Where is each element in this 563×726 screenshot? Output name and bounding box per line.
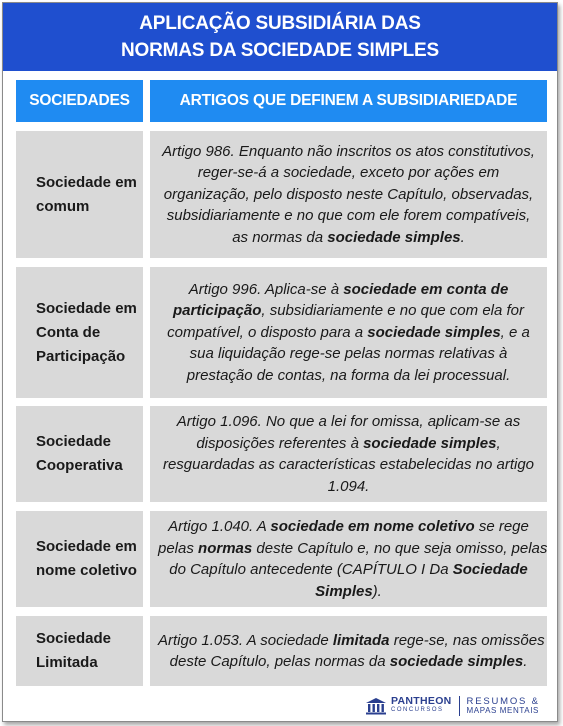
article-line xyxy=(158,365,539,387)
article-segment: rege-se, nas omissões xyxy=(389,631,545,649)
article-emphasis: sociedade simples xyxy=(363,434,497,452)
title-line-1: APLICAÇÃO SUBSIDIÁRIA DAS xyxy=(139,13,421,34)
article-segment: resguardadas as características estabelecidas no artigo xyxy=(162,456,535,473)
article-line xyxy=(158,205,539,227)
article-emphasis: normas xyxy=(198,539,253,557)
column-header-sociedades: SOCIEDADES xyxy=(16,80,143,122)
article-line xyxy=(158,651,539,673)
row-name-cell xyxy=(16,406,143,502)
tagline-line-1: RESUMOS & xyxy=(466,696,540,707)
article-segment: do Capítulo antecedente (CAPÍTULO I Da xyxy=(169,561,453,578)
title-line-2: NORMAS DA SOCIEDADE SIMPLES xyxy=(121,40,439,61)
temple-columns-icon xyxy=(365,697,387,715)
article-line xyxy=(158,322,539,344)
article-text xyxy=(158,141,539,249)
article-cell xyxy=(150,406,547,502)
article-segment: deste Capítulo, pelas normas da xyxy=(169,653,390,670)
article-line xyxy=(158,581,539,603)
article-segment: prestação de contas, na forma da lei processual. xyxy=(186,366,511,384)
row-name: Sociedade em comum xyxy=(36,173,137,215)
row-name: Sociedade em nome coletivo xyxy=(36,538,137,579)
article-cell xyxy=(150,616,547,686)
row-name-cell xyxy=(16,616,143,686)
column-header-artigos: ARTIGOS QUE DEFINEM A SUBSIDIARIEDADE xyxy=(150,80,547,122)
article-segment: sua liquidação rege-se pelas normas relativas à xyxy=(189,345,508,363)
article-cell xyxy=(150,131,547,258)
article-segment: Artigo 986. Enquanto não inscritos os atos constitutivos, xyxy=(162,142,535,160)
article-segment: deste Capítulo e, no que seja omisso, pelas xyxy=(252,539,548,557)
row-name: Sociedade Limitada xyxy=(36,630,112,671)
article-segment: Artigo 1.053. A sociedade xyxy=(158,631,333,649)
article-emphasis: sociedade simples xyxy=(327,228,461,246)
article-line xyxy=(158,279,539,301)
article-cell xyxy=(150,511,547,607)
row-name: Sociedade Cooperativa xyxy=(36,433,123,474)
article-emphasis: limitada xyxy=(332,631,390,649)
article-segment: Artigo 1.096. No que a lei for omissa, aplicam-se as xyxy=(176,413,521,430)
article-segment: organização, pelo disposto neste Capítulo, observadas, xyxy=(163,185,534,203)
article-segment: pelas xyxy=(158,539,199,557)
article-emphasis: sociedade simples xyxy=(389,653,524,670)
row-name-cell xyxy=(16,131,143,258)
brand-block xyxy=(391,697,452,715)
article-segment: , e a xyxy=(500,323,530,341)
article-cell xyxy=(150,267,547,398)
article-segment: ). xyxy=(372,582,382,600)
article-segment: . xyxy=(523,653,528,670)
page-title xyxy=(3,3,557,71)
article-emphasis: Simples xyxy=(315,582,373,600)
article-line xyxy=(158,516,539,538)
article-segment: Artigo 1.040. A xyxy=(168,518,271,535)
article-emphasis: Sociedade xyxy=(452,561,528,578)
article-line xyxy=(158,433,539,455)
article-emphasis: sociedade simples xyxy=(367,323,501,341)
article-line xyxy=(158,476,539,498)
article-segment: disposições referentes à xyxy=(196,434,364,452)
article-emphasis: participação xyxy=(172,302,262,320)
tagline-line-2: MAPAS MENTAIS xyxy=(466,706,539,715)
article-segment: reger-se-á a sociedade, exceto por ações em xyxy=(197,164,500,182)
article-line xyxy=(158,343,539,365)
article-line xyxy=(158,559,539,581)
article-line xyxy=(158,184,539,206)
article-line xyxy=(158,538,548,560)
article-text xyxy=(158,516,548,602)
brand-divider xyxy=(459,696,460,716)
article-segment: subsidiariamente e no que com ele forem compatíveis, xyxy=(166,207,531,225)
brand-subtitle: CONCURSOS xyxy=(391,707,444,713)
row-name-cell xyxy=(16,511,143,607)
article-line xyxy=(158,411,539,433)
article-segment: , xyxy=(496,434,501,452)
row-name-cell xyxy=(16,267,143,398)
brand-name: PANTHEON xyxy=(391,695,452,707)
article-line xyxy=(158,630,545,652)
tagline-block xyxy=(467,697,540,715)
article-segment: se rege xyxy=(474,518,529,535)
article-emphasis: sociedade em nome coletivo xyxy=(270,518,475,535)
article-line xyxy=(158,227,539,249)
article-segment: Artigo 996. Aplica-se à xyxy=(188,280,344,298)
article-line xyxy=(158,162,539,184)
article-line xyxy=(158,300,539,322)
article-segment: , subsidiariamente e no que com ela for xyxy=(261,302,525,320)
brand-footer xyxy=(365,694,555,718)
article-text xyxy=(158,411,539,497)
article-text xyxy=(158,279,539,387)
article-text xyxy=(158,630,545,673)
article-emphasis: sociedade em conta de xyxy=(343,280,509,298)
row-name: Sociedade em Conta de Participação xyxy=(36,299,137,365)
article-segment: compatível, o disposto para a xyxy=(167,323,368,341)
article-segment: 1.094. xyxy=(327,477,370,495)
article-segment: as normas da xyxy=(232,228,328,246)
article-line xyxy=(158,141,539,163)
article-line xyxy=(158,454,539,476)
infographic-card xyxy=(2,2,558,722)
article-segment: . xyxy=(460,228,465,246)
